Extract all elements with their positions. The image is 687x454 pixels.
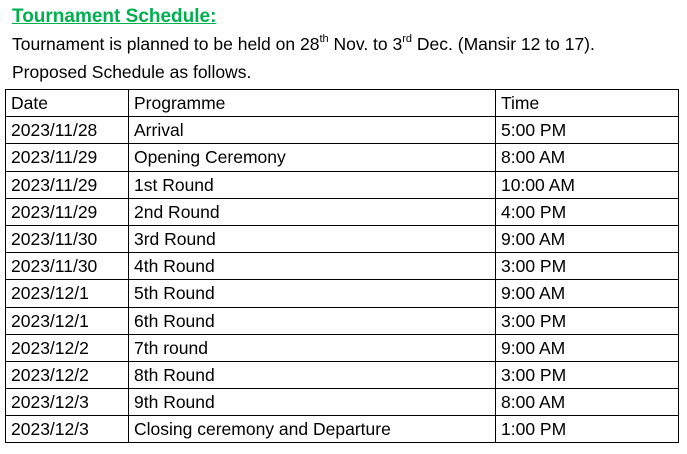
time-cell: 3:00 PM [496, 307, 679, 334]
programme-cell: 7th round [129, 334, 496, 361]
date-cell: 2023/12/1 [6, 280, 129, 307]
date-cell: 2023/12/2 [6, 334, 129, 361]
proposed-schedule-line: Proposed Schedule as follows. [12, 62, 252, 82]
table-row [6, 389, 679, 416]
table-row [6, 280, 679, 307]
table-row [6, 253, 679, 280]
document-body [12, 4, 682, 86]
programme-cell: 4th Round [129, 253, 496, 280]
time-cell: 3:00 PM [496, 361, 679, 388]
programme-cell: 9th Round [129, 389, 496, 416]
programme-cell: 3rd Round [129, 225, 496, 252]
table-row [6, 416, 679, 443]
table-row [6, 307, 679, 334]
intro-superscript-rd: rd [402, 33, 413, 46]
table-row [6, 198, 679, 225]
intro-text-part2: Nov. to 3 [328, 34, 403, 54]
programme-cell: Closing ceremony and Departure [129, 416, 496, 443]
table-header-row [6, 90, 679, 117]
time-cell: 10:00 AM [496, 171, 679, 198]
schedule-table-body [6, 90, 679, 443]
programme-cell: 6th Round [129, 307, 496, 334]
date-cell: 2023/12/1 [6, 307, 129, 334]
header-time: Time [496, 90, 679, 117]
time-cell: 1:00 PM [496, 416, 679, 443]
programme-cell: 1st Round [129, 171, 496, 198]
table-row [6, 144, 679, 171]
date-cell: 2023/12/3 [6, 416, 129, 443]
date-cell: 2023/11/30 [6, 225, 129, 252]
table-row [6, 225, 679, 252]
date-cell: 2023/11/28 [6, 117, 129, 144]
intro-superscript-th: th [319, 33, 329, 46]
table-row [6, 361, 679, 388]
header-date: Date [6, 90, 129, 117]
time-cell: 9:00 AM [496, 225, 679, 252]
time-cell: 3:00 PM [496, 253, 679, 280]
date-cell: 2023/11/29 [6, 144, 129, 171]
intro-text-part1: Tournament is planned to be held on 28 [12, 34, 320, 54]
time-cell: 5:00 PM [496, 117, 679, 144]
schedule-table [5, 89, 679, 443]
date-cell: 2023/12/3 [6, 389, 129, 416]
table-row [6, 117, 679, 144]
date-cell: 2023/11/29 [6, 198, 129, 225]
date-cell: 2023/11/29 [6, 171, 129, 198]
table-row [6, 334, 679, 361]
programme-cell: 2nd Round [129, 198, 496, 225]
time-cell: 9:00 AM [496, 280, 679, 307]
date-cell: 2023/12/2 [6, 361, 129, 388]
section-heading: Tournament Schedule: [12, 6, 217, 27]
intro-sentence [12, 30, 682, 58]
programme-cell: Arrival [129, 117, 496, 144]
time-cell: 8:00 AM [496, 389, 679, 416]
intro-text-part3: Dec. (Mansir 12 to 17). [412, 34, 595, 54]
programme-cell: 5th Round [129, 280, 496, 307]
programme-cell: Opening Ceremony [129, 144, 496, 171]
programme-cell: 8th Round [129, 361, 496, 388]
time-cell: 8:00 AM [496, 144, 679, 171]
time-cell: 4:00 PM [496, 198, 679, 225]
table-row [6, 171, 679, 198]
time-cell: 9:00 AM [496, 334, 679, 361]
date-cell: 2023/11/30 [6, 253, 129, 280]
header-programme: Programme [129, 90, 496, 117]
